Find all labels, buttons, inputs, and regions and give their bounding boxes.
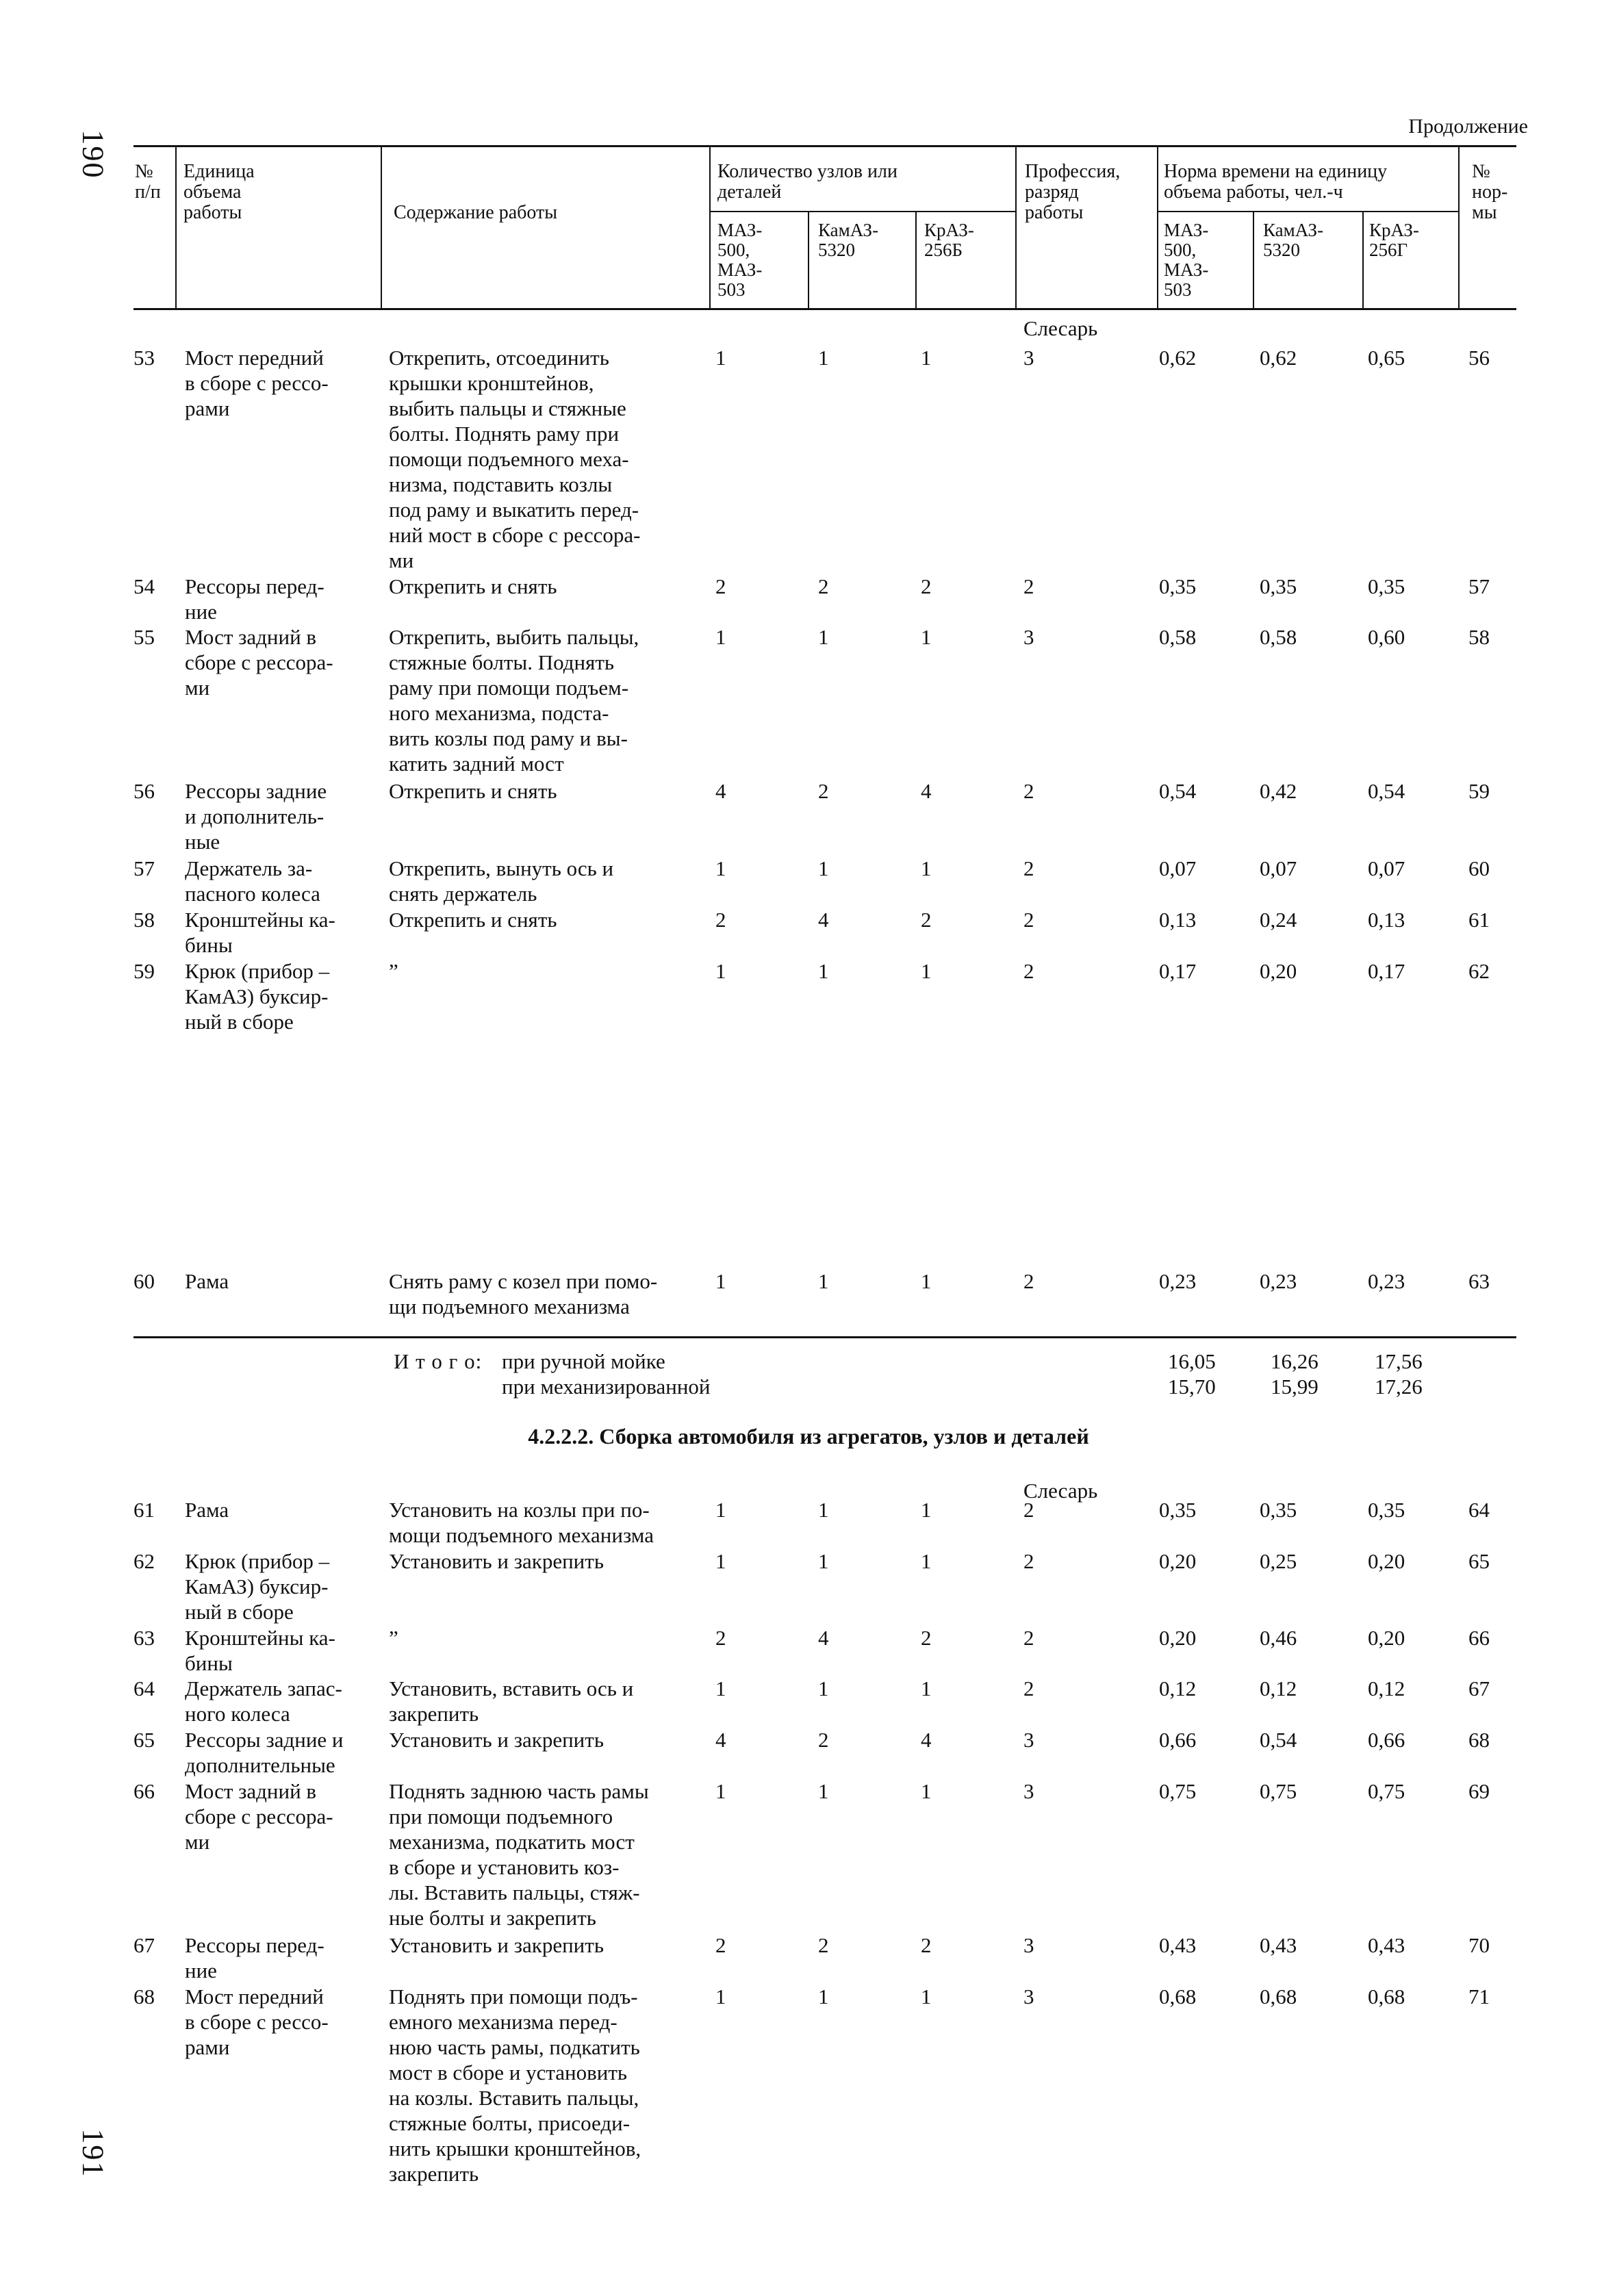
header-time-kraz: КрАЗ- 256Г bbox=[1369, 220, 1419, 260]
row-work: Снять раму с козел при помо- щи подъемного механизма bbox=[389, 1269, 658, 1318]
profession-label-assembly: Слесарь bbox=[1023, 1479, 1098, 1503]
row-time-kamaz: 0,12 bbox=[1260, 1676, 1297, 1700]
row-qty-maz: 2 bbox=[715, 574, 726, 598]
row-number: 62 bbox=[133, 1549, 155, 1573]
totals-manual-label: при ручной мойке bbox=[502, 1349, 665, 1373]
row-time-maz: 0,75 bbox=[1159, 1779, 1197, 1803]
row-qty-maz: 1 bbox=[715, 1269, 726, 1293]
row-time-maz: 0,23 bbox=[1159, 1269, 1197, 1293]
row-time-kamaz: 0,42 bbox=[1260, 779, 1297, 803]
row-unit: Держатель за- пасного колеса bbox=[185, 856, 320, 906]
header-divider bbox=[1458, 146, 1460, 308]
row-number: 63 bbox=[133, 1626, 155, 1650]
row-time-kraz: 0,75 bbox=[1368, 1779, 1405, 1803]
row-time-kraz: 0,66 bbox=[1368, 1728, 1405, 1752]
row-rank: 3 bbox=[1023, 1933, 1034, 1957]
row-rank: 2 bbox=[1023, 779, 1034, 803]
row-qty-kamaz: 1 bbox=[818, 346, 829, 370]
profession-label: Слесарь bbox=[1023, 316, 1098, 340]
header-qty-group: Количество узлов или деталей bbox=[717, 161, 897, 203]
row-time-kraz: 0,35 bbox=[1368, 574, 1405, 598]
header-divider bbox=[1015, 146, 1017, 308]
row-time-kamaz: 0,54 bbox=[1260, 1728, 1297, 1752]
row-norm-ref: 67 bbox=[1468, 1676, 1490, 1700]
row-qty-maz: 1 bbox=[715, 346, 726, 370]
totals-manual-kamaz: 16,26 bbox=[1271, 1349, 1319, 1373]
header-top-rule bbox=[133, 145, 1516, 147]
row-time-maz: 0,58 bbox=[1159, 625, 1197, 649]
row-qty-kamaz: 2 bbox=[818, 1933, 829, 1957]
header-divider bbox=[1253, 212, 1254, 308]
row-qty-maz: 1 bbox=[715, 1779, 726, 1803]
row-work: Установить и закрепить bbox=[389, 1728, 604, 1752]
row-rank: 3 bbox=[1023, 346, 1034, 370]
row-qty-kamaz: 1 bbox=[818, 856, 829, 880]
row-work: Поднять при помощи подъ- емного механизма перед- нюю часть рамы, подкатить мост в сборе и установить на козлы. Вставить пальцы, стяжные болты, присоеди- нить крышки кронштейнов, закрепить bbox=[389, 1985, 641, 2186]
row-time-kraz: 0,20 bbox=[1368, 1549, 1405, 1573]
header-group-rule bbox=[1157, 211, 1458, 212]
row-qty-kamaz: 1 bbox=[818, 1779, 829, 1803]
row-norm-ref: 61 bbox=[1468, 908, 1490, 932]
row-unit: Рессоры перед- ние bbox=[185, 1933, 324, 1982]
row-qty-maz: 4 bbox=[715, 1728, 726, 1752]
row-time-maz: 0,66 bbox=[1159, 1728, 1197, 1752]
header-number: № п/п bbox=[135, 161, 161, 203]
row-time-maz: 0,62 bbox=[1159, 346, 1197, 370]
row-work: Установить и закрепить bbox=[389, 1933, 604, 1957]
row-rank: 2 bbox=[1023, 1498, 1034, 1522]
header-qty-maz: МАЗ- 500, МАЗ- 503 bbox=[717, 220, 763, 300]
row-unit: Мост передний в сборе с рессо- рами bbox=[185, 1985, 329, 2059]
row-qty-maz: 1 bbox=[715, 856, 726, 880]
row-time-kamaz: 0,62 bbox=[1260, 346, 1297, 370]
totals-mech-maz: 15,70 bbox=[1168, 1375, 1216, 1399]
row-unit: Кронштейны ка- бины bbox=[185, 908, 335, 957]
row-norm-ref: 65 bbox=[1468, 1549, 1490, 1573]
header-bottom-rule bbox=[133, 308, 1516, 310]
header-divider bbox=[808, 212, 809, 308]
row-qty-kamaz: 1 bbox=[818, 1269, 829, 1293]
row-number: 55 bbox=[133, 625, 155, 649]
row-time-kraz: 0,23 bbox=[1368, 1269, 1405, 1293]
row-rank: 3 bbox=[1023, 1985, 1034, 2008]
row-norm-ref: 60 bbox=[1468, 856, 1490, 880]
row-time-maz: 0,20 bbox=[1159, 1549, 1197, 1573]
totals-mech-kraz: 17,26 bbox=[1375, 1375, 1423, 1399]
row-unit: Рама bbox=[185, 1498, 229, 1522]
header-divider bbox=[175, 146, 177, 308]
row-time-maz: 0,17 bbox=[1159, 959, 1197, 983]
header-group-rule bbox=[709, 211, 1015, 212]
row-time-kamaz: 0,46 bbox=[1260, 1626, 1297, 1650]
row-time-kraz: 0,60 bbox=[1368, 625, 1405, 649]
row-qty-kamaz: 2 bbox=[818, 1728, 829, 1752]
row-unit: Рессоры задние и дополнитель- ные bbox=[185, 779, 327, 854]
row-unit: Держатель запас- ного колеса bbox=[185, 1676, 342, 1726]
totals-mech-label: при механизированной bbox=[502, 1375, 711, 1399]
row-number: 56 bbox=[133, 779, 155, 803]
row-number: 67 bbox=[133, 1933, 155, 1957]
row-number: 59 bbox=[133, 959, 155, 983]
row-qty-kamaz: 1 bbox=[818, 1498, 829, 1522]
row-rank: 2 bbox=[1023, 1676, 1034, 1700]
row-unit: Крюк (прибор – КамАЗ) буксир- ный в сборе bbox=[185, 1549, 330, 1624]
row-norm-ref: 69 bbox=[1468, 1779, 1490, 1803]
row-work: Открепить, вынуть ось и снять держатель bbox=[389, 856, 614, 906]
row-qty-kamaz: 4 bbox=[818, 1626, 829, 1650]
row-work: ” bbox=[389, 1626, 398, 1650]
header-qty-kraz: КрАЗ- 256Б bbox=[924, 220, 974, 260]
header-time-group: Норма времени на единицу объема работы, чел.-ч bbox=[1164, 161, 1388, 203]
row-qty-kamaz: 2 bbox=[818, 779, 829, 803]
header-unit: Единица объема работы bbox=[183, 161, 255, 223]
page-number-bottom: 191 bbox=[76, 2128, 110, 2178]
row-qty-maz: 1 bbox=[715, 625, 726, 649]
row-qty-maz: 1 bbox=[715, 959, 726, 983]
header-divider bbox=[709, 146, 711, 308]
row-qty-kamaz: 1 bbox=[818, 959, 829, 983]
row-qty-maz: 1 bbox=[715, 1676, 726, 1700]
row-work: Открепить, выбить пальцы, стяжные болты. Поднять раму при помощи подъем- ного механизма, подста- вить козлы под раму и вы- катить задний мост bbox=[389, 625, 639, 776]
totals-mech-kamaz: 15,99 bbox=[1271, 1375, 1319, 1399]
row-number: 58 bbox=[133, 908, 155, 932]
row-time-maz: 0,13 bbox=[1159, 908, 1197, 932]
row-unit: Кронштейны ка- бины bbox=[185, 1626, 335, 1675]
page-number-top: 190 bbox=[76, 129, 110, 179]
row-time-kamaz: 0,23 bbox=[1260, 1269, 1297, 1293]
row-qty-maz: 1 bbox=[715, 1498, 726, 1522]
row-unit: Крюк (прибор – КамАЗ) буксир- ный в сборе bbox=[185, 959, 330, 1034]
row-time-kraz: 0,43 bbox=[1368, 1933, 1405, 1957]
row-qty-kraz: 1 bbox=[921, 1985, 932, 2008]
row-norm-ref: 68 bbox=[1468, 1728, 1490, 1752]
row-time-kraz: 0,20 bbox=[1368, 1626, 1405, 1650]
totals-manual-kraz: 17,56 bbox=[1375, 1349, 1423, 1373]
row-unit: Мост задний в сборе с рессора- ми bbox=[185, 1779, 333, 1854]
row-time-kamaz: 0,43 bbox=[1260, 1933, 1297, 1957]
row-unit: Мост передний в сборе с рессо- рами bbox=[185, 346, 329, 420]
row-time-kraz: 0,17 bbox=[1368, 959, 1405, 983]
row-number: 57 bbox=[133, 856, 155, 880]
row-time-kamaz: 0,35 bbox=[1260, 1498, 1297, 1522]
row-qty-kraz: 2 bbox=[921, 1933, 932, 1957]
row-qty-kraz: 1 bbox=[921, 856, 932, 880]
row-unit: Мост задний в сборе с рессора- ми bbox=[185, 625, 333, 700]
row-qty-kamaz: 1 bbox=[818, 1549, 829, 1573]
totals-rule bbox=[133, 1336, 1516, 1338]
row-qty-kraz: 1 bbox=[921, 346, 932, 370]
row-qty-kraz: 1 bbox=[921, 1269, 932, 1293]
row-time-kraz: 0,54 bbox=[1368, 779, 1405, 803]
header-divider bbox=[381, 146, 382, 308]
row-time-kraz: 0,13 bbox=[1368, 908, 1405, 932]
row-work: Открепить и снять bbox=[389, 574, 557, 598]
row-time-kamaz: 0,20 bbox=[1260, 959, 1297, 983]
row-work: Установить, вставить ось и закрепить bbox=[389, 1676, 634, 1726]
row-time-kraz: 0,65 bbox=[1368, 346, 1405, 370]
row-qty-maz: 1 bbox=[715, 1985, 726, 2008]
row-unit: Рессоры задние и дополнительные bbox=[185, 1728, 344, 1777]
row-number: 66 bbox=[133, 1779, 155, 1803]
row-rank: 3 bbox=[1023, 625, 1034, 649]
row-time-maz: 0,35 bbox=[1159, 574, 1197, 598]
row-rank: 3 bbox=[1023, 1779, 1034, 1803]
row-norm-ref: 71 bbox=[1468, 1985, 1490, 2008]
row-unit: Рессоры перед- ние bbox=[185, 574, 324, 624]
row-rank: 2 bbox=[1023, 908, 1034, 932]
row-work: Открепить и снять bbox=[389, 779, 557, 803]
row-work: Установить на козлы при по- мощи подъемного механизма bbox=[389, 1498, 654, 1547]
row-time-maz: 0,35 bbox=[1159, 1498, 1197, 1522]
totals-label: И т о г о: bbox=[394, 1349, 483, 1373]
header-time-maz: МАЗ- 500, МАЗ- 503 bbox=[1164, 220, 1209, 300]
row-time-kamaz: 0,58 bbox=[1260, 625, 1297, 649]
row-rank: 2 bbox=[1023, 856, 1034, 880]
row-qty-kraz: 2 bbox=[921, 574, 932, 598]
header-qty-kamaz: КамАЗ- 5320 bbox=[818, 220, 879, 260]
row-time-kamaz: 0,25 bbox=[1260, 1549, 1297, 1573]
row-norm-ref: 56 bbox=[1468, 346, 1490, 370]
row-time-kamaz: 0,68 bbox=[1260, 1985, 1297, 2008]
header-divider bbox=[915, 212, 917, 308]
header-time-kamaz: КамАЗ- 5320 bbox=[1263, 220, 1324, 260]
row-norm-ref: 70 bbox=[1468, 1933, 1490, 1957]
row-time-kamaz: 0,24 bbox=[1260, 908, 1297, 932]
row-time-kraz: 0,68 bbox=[1368, 1985, 1405, 2008]
row-qty-kamaz: 1 bbox=[818, 625, 829, 649]
row-qty-maz: 1 bbox=[715, 1549, 726, 1573]
row-number: 54 bbox=[133, 574, 155, 598]
row-rank: 2 bbox=[1023, 574, 1034, 598]
row-qty-kamaz: 1 bbox=[818, 1985, 829, 2008]
row-time-kamaz: 0,75 bbox=[1260, 1779, 1297, 1803]
continuation-label: Продолжение bbox=[1408, 115, 1528, 138]
row-time-maz: 0,12 bbox=[1159, 1676, 1197, 1700]
row-time-kraz: 0,12 bbox=[1368, 1676, 1405, 1700]
row-rank: 2 bbox=[1023, 1269, 1034, 1293]
row-qty-kraz: 2 bbox=[921, 1626, 932, 1650]
header-divider bbox=[1157, 146, 1158, 308]
row-qty-kamaz: 1 bbox=[818, 1676, 829, 1700]
row-rank: 3 bbox=[1023, 1728, 1034, 1752]
row-qty-kamaz: 4 bbox=[818, 908, 829, 932]
header-divider bbox=[1362, 212, 1364, 308]
row-qty-kraz: 1 bbox=[921, 625, 932, 649]
row-time-kraz: 0,35 bbox=[1368, 1498, 1405, 1522]
row-norm-ref: 62 bbox=[1468, 959, 1490, 983]
header-content: Содержание работы bbox=[394, 202, 558, 223]
row-time-maz: 0,43 bbox=[1159, 1933, 1197, 1957]
row-qty-kraz: 2 bbox=[921, 908, 932, 932]
row-work: Установить и закрепить bbox=[389, 1549, 604, 1573]
section-title: 4.2.2.2. Сборка автомобиля из агрегатов, узлов и деталей bbox=[528, 1424, 1089, 1449]
row-time-maz: 0,20 bbox=[1159, 1626, 1197, 1650]
row-rank: 2 bbox=[1023, 1549, 1034, 1573]
row-number: 53 bbox=[133, 346, 155, 370]
totals-manual-maz: 16,05 bbox=[1168, 1349, 1216, 1373]
row-rank: 2 bbox=[1023, 1626, 1034, 1650]
row-time-kamaz: 0,07 bbox=[1260, 856, 1297, 880]
header-profession: Профессия, разряд работы bbox=[1025, 161, 1121, 223]
row-qty-kraz: 1 bbox=[921, 1549, 932, 1573]
row-qty-maz: 2 bbox=[715, 1933, 726, 1957]
row-qty-kraz: 1 bbox=[921, 1676, 932, 1700]
row-norm-ref: 64 bbox=[1468, 1498, 1490, 1522]
row-qty-kamaz: 2 bbox=[818, 574, 829, 598]
row-number: 61 bbox=[133, 1498, 155, 1522]
row-time-maz: 0,07 bbox=[1159, 856, 1197, 880]
row-work: ” bbox=[389, 959, 398, 983]
row-number: 60 bbox=[133, 1269, 155, 1293]
row-qty-maz: 2 bbox=[715, 908, 726, 932]
row-time-maz: 0,68 bbox=[1159, 1985, 1197, 2008]
row-work: Открепить и снять bbox=[389, 908, 557, 932]
row-qty-kraz: 4 bbox=[921, 779, 932, 803]
row-number: 68 bbox=[133, 1985, 155, 2008]
row-rank: 2 bbox=[1023, 959, 1034, 983]
row-qty-maz: 2 bbox=[715, 1626, 726, 1650]
row-qty-kraz: 1 bbox=[921, 1498, 932, 1522]
row-norm-ref: 58 bbox=[1468, 625, 1490, 649]
header-norm-no: № нор- мы bbox=[1472, 161, 1508, 223]
row-unit: Рама bbox=[185, 1269, 229, 1293]
row-qty-maz: 4 bbox=[715, 779, 726, 803]
row-norm-ref: 57 bbox=[1468, 574, 1490, 598]
row-qty-kraz: 1 bbox=[921, 1779, 932, 1803]
row-number: 64 bbox=[133, 1676, 155, 1700]
row-work: Поднять заднюю часть рамы при помощи подъемного механизма, подкатить мост в сборе и установить коз- лы. Вставить пальцы, стяж- ные болты и закрепить bbox=[389, 1779, 649, 1930]
row-qty-kraz: 1 bbox=[921, 959, 932, 983]
row-qty-kraz: 4 bbox=[921, 1728, 932, 1752]
row-norm-ref: 59 bbox=[1468, 779, 1490, 803]
row-norm-ref: 63 bbox=[1468, 1269, 1490, 1293]
row-number: 65 bbox=[133, 1728, 155, 1752]
row-time-maz: 0,54 bbox=[1159, 779, 1197, 803]
row-time-kraz: 0,07 bbox=[1368, 856, 1405, 880]
row-time-kamaz: 0,35 bbox=[1260, 574, 1297, 598]
row-work: Открепить, отсоединить крышки кронштейнов, выбить пальцы и стяжные болты. Поднять раму при помощи подъемного меха- низма, подставить козлы под раму и выкатить перед- ний мост в сборе с рессора- ми bbox=[389, 346, 641, 572]
row-norm-ref: 66 bbox=[1468, 1626, 1490, 1650]
